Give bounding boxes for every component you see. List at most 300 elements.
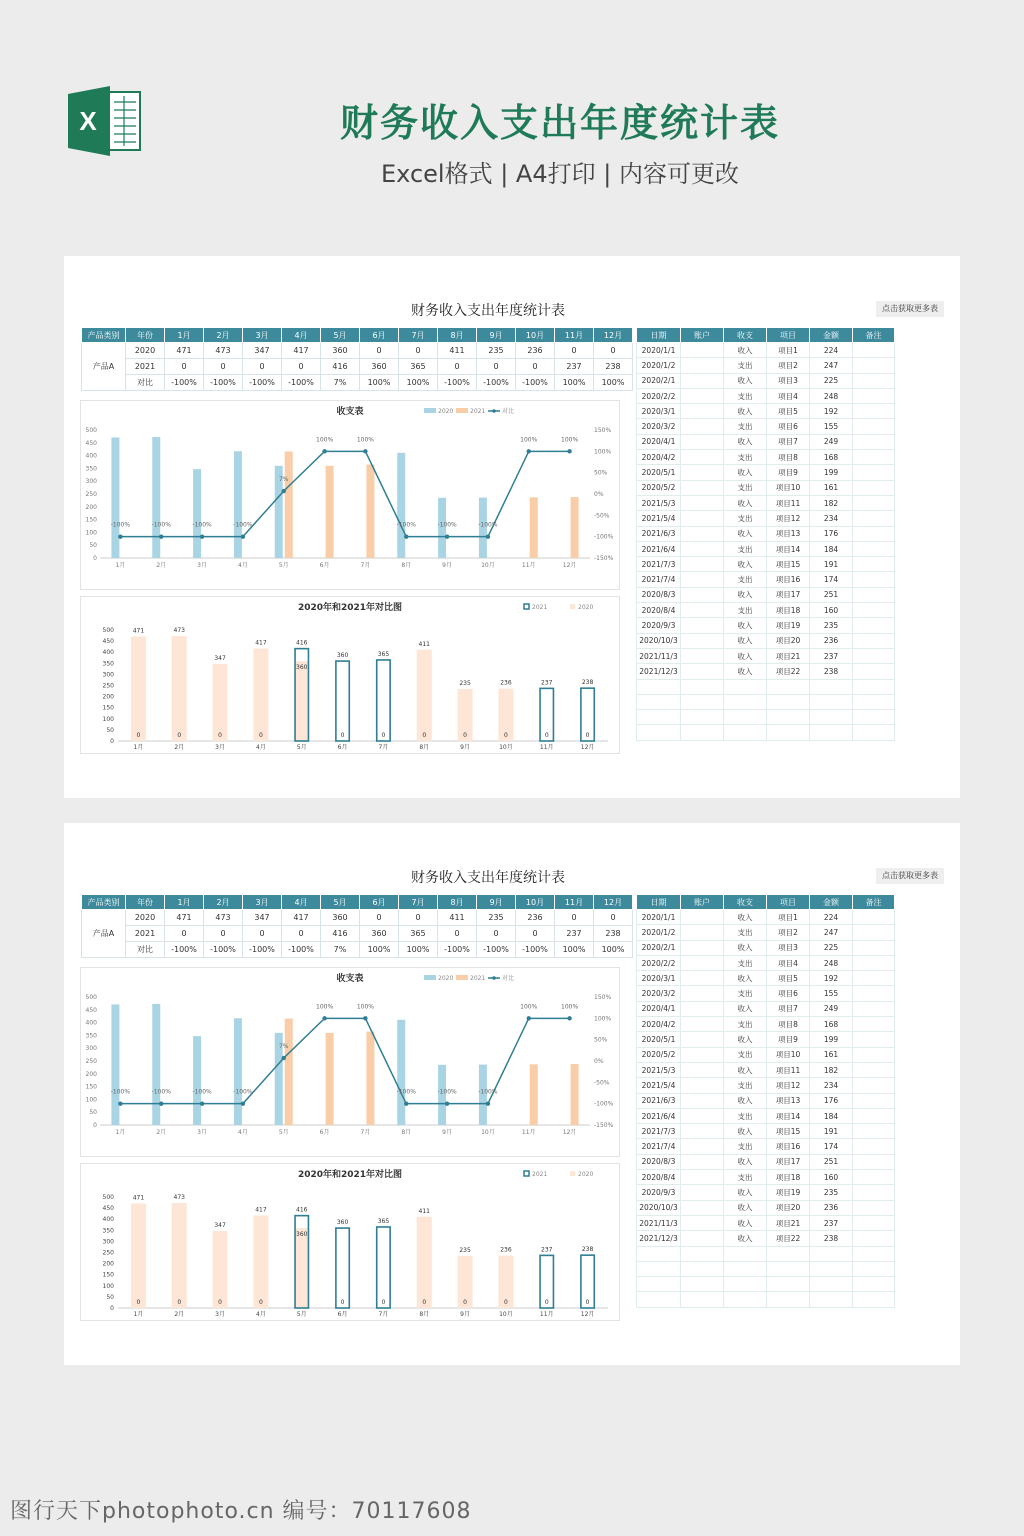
log-cell: 收入 xyxy=(724,1001,767,1016)
log-cell xyxy=(681,664,724,679)
data-label: 100% xyxy=(356,1003,374,1011)
log-cell: 项目20 xyxy=(767,633,810,648)
log-cell xyxy=(681,1062,724,1077)
log-cell: 项目4 xyxy=(767,955,810,970)
log-cell xyxy=(853,1093,895,1108)
table-row xyxy=(637,679,895,694)
log-cell: 项目20 xyxy=(767,1200,810,1215)
y-tick-label: 400 xyxy=(85,452,97,460)
sheet-preview xyxy=(64,256,960,798)
data-label: 473 xyxy=(173,1193,185,1201)
hero-subtitle: Excel格式 | A4打印 | 内容可更改 xyxy=(381,160,739,188)
stats-cell: 238 xyxy=(594,926,633,942)
y-tick-label: 250 xyxy=(102,1249,114,1257)
table-row xyxy=(637,648,895,663)
data-label: 235 xyxy=(459,1246,471,1254)
data-label: 0 xyxy=(585,1299,590,1306)
y-tick-label: 450 xyxy=(85,1006,97,1014)
x-tick-label: 1月 xyxy=(115,1129,126,1136)
data-label: 0 xyxy=(340,1299,345,1306)
data-label: 417 xyxy=(255,1206,267,1214)
data-label: 0 xyxy=(422,732,427,739)
log-cell: 2021/12/3 xyxy=(637,1231,681,1246)
log-cell: 支出 xyxy=(724,480,767,495)
log-cell: 项目18 xyxy=(767,603,810,618)
y2-tick-label: 50% xyxy=(594,469,608,477)
log-cell xyxy=(853,679,895,694)
comparison-point xyxy=(527,1016,531,1020)
year-comparison-chart xyxy=(80,1163,620,1321)
data-label: 238 xyxy=(581,1246,594,1254)
log-cell: 2020/5/2 xyxy=(637,480,681,495)
bar-2021 xyxy=(366,1032,374,1125)
log-header-cell: 项目 xyxy=(767,328,810,343)
log-cell xyxy=(853,358,895,373)
log-cell: 234 xyxy=(810,1078,853,1093)
stats-cell: -100% xyxy=(477,375,516,391)
stats-cell: 365 xyxy=(399,359,438,375)
log-cell xyxy=(810,694,853,709)
stats-header-cell: 产品类别 xyxy=(82,328,126,343)
log-cell: 项目3 xyxy=(767,940,810,955)
stats-cell: 0 xyxy=(594,910,633,926)
log-cell xyxy=(853,495,895,510)
log-cell xyxy=(810,1246,853,1261)
comparison-point xyxy=(404,1101,408,1105)
data-label: 416 xyxy=(296,1206,308,1214)
y-tick-label: 400 xyxy=(85,1019,97,1027)
x-tick-label: 6月 xyxy=(337,744,348,751)
x-tick-label: 3月 xyxy=(197,562,207,569)
stats-cell: 237 xyxy=(555,359,594,375)
data-label: 100% xyxy=(316,436,334,444)
log-cell xyxy=(637,1261,681,1276)
stats-cell: 417 xyxy=(282,910,321,926)
table-row xyxy=(82,910,633,926)
data-label: -100% xyxy=(396,521,416,529)
chart-title: 2020年和2021年对比图 xyxy=(297,603,403,613)
log-cell: 235 xyxy=(810,1185,853,1200)
x-tick-label: 8月 xyxy=(401,1129,412,1136)
log-cell: 项目12 xyxy=(767,511,810,526)
table-row xyxy=(637,572,895,587)
x-tick-label: 8月 xyxy=(419,1311,430,1318)
log-cell xyxy=(810,1277,853,1292)
y-tick-label: 350 xyxy=(85,465,97,473)
log-cell xyxy=(681,1124,724,1139)
log-cell xyxy=(681,1001,724,1016)
log-cell xyxy=(853,1185,895,1200)
log-cell xyxy=(637,1277,681,1292)
data-label: 0 xyxy=(463,732,467,739)
data-label: -100% xyxy=(192,1088,212,1096)
bar-2020 xyxy=(253,648,268,741)
data-label: 236 xyxy=(500,1246,512,1254)
stats-cell: 0 xyxy=(555,343,594,359)
data-label: 473 xyxy=(173,626,185,634)
stats-cell: 0 xyxy=(165,359,204,375)
log-cell: 支出 xyxy=(724,1170,767,1185)
log-cell: 2020/9/3 xyxy=(637,618,681,633)
data-label: 416 xyxy=(296,639,308,647)
y-tick-label: 200 xyxy=(85,1070,97,1078)
log-cell: 项目10 xyxy=(767,480,810,495)
table-row xyxy=(82,926,633,942)
log-cell: 项目9 xyxy=(767,1032,810,1047)
log-cell: 收入 xyxy=(724,434,767,449)
data-label: 236 xyxy=(500,679,512,687)
x-tick-label: 5月 xyxy=(296,1311,307,1318)
log-cell: 项目9 xyxy=(767,465,810,480)
table-row xyxy=(637,450,895,465)
data-label: 100% xyxy=(520,1003,538,1011)
log-cell: 248 xyxy=(810,388,853,403)
stats-header-cell: 8月 xyxy=(438,895,477,910)
y-tick-label: 150 xyxy=(102,704,114,712)
sheet-title: 财务收入支出年度统计表 xyxy=(411,303,565,319)
stats-cell: 100% xyxy=(594,375,633,391)
stats-cell: 347 xyxy=(243,910,282,926)
y-tick-label: 250 xyxy=(102,682,114,690)
log-cell: 199 xyxy=(810,1032,853,1047)
log-cell xyxy=(853,480,895,495)
table-row xyxy=(637,1062,895,1077)
legend-label: 2021 xyxy=(532,1171,548,1178)
log-cell: 项目1 xyxy=(767,343,810,358)
data-label: 100% xyxy=(356,436,374,444)
y-tick-label: 200 xyxy=(102,1260,114,1268)
log-cell xyxy=(853,648,895,663)
table-row xyxy=(637,1124,895,1139)
log-cell: 2020/8/4 xyxy=(637,603,681,618)
y2-tick-label: 100% xyxy=(594,448,612,456)
x-tick-label: 8月 xyxy=(419,744,430,751)
svg-text:X: X xyxy=(79,106,97,136)
bar-2020 xyxy=(213,664,228,741)
comparison-point xyxy=(241,1101,245,1105)
log-cell: 项目5 xyxy=(767,404,810,419)
stats-cell: 360 xyxy=(360,359,399,375)
log-cell: 251 xyxy=(810,1154,853,1169)
comparison-point xyxy=(404,534,408,538)
stats-cell: 238 xyxy=(594,359,633,375)
stats-header-cell: 2月 xyxy=(204,895,243,910)
x-tick-label: 4月 xyxy=(256,744,266,751)
stats-cell: 417 xyxy=(282,343,321,359)
log-cell xyxy=(681,648,724,663)
log-cell: 收入 xyxy=(724,971,767,986)
log-cell xyxy=(681,618,724,633)
y-tick-label: 250 xyxy=(85,491,97,498)
stats-cell: 100% xyxy=(399,942,438,958)
log-cell xyxy=(637,679,681,694)
x-tick-label: 9月 xyxy=(460,744,470,751)
legend-swatch xyxy=(570,604,575,609)
log-cell: 收入 xyxy=(724,587,767,602)
log-cell xyxy=(853,633,895,648)
log-cell: 192 xyxy=(810,404,853,419)
log-cell: 249 xyxy=(810,434,853,449)
log-cell xyxy=(681,710,724,725)
comparison-point xyxy=(159,1101,163,1105)
log-cell: 2021/12/3 xyxy=(637,664,681,679)
log-cell: 174 xyxy=(810,1139,853,1154)
y-tick-label: 100 xyxy=(85,529,97,537)
legend-swatch xyxy=(492,976,496,980)
log-cell xyxy=(853,1200,895,1215)
x-tick-label: 10月 xyxy=(481,562,495,569)
comparison-point xyxy=(118,1101,122,1105)
legend-swatch xyxy=(570,1171,575,1176)
y2-tick-label: 50% xyxy=(594,1036,608,1044)
stats-cell: 对比 xyxy=(126,375,165,391)
stats-cell: 0 xyxy=(477,926,516,942)
log-cell: 项目21 xyxy=(767,1215,810,1230)
log-cell xyxy=(853,1001,895,1016)
stats-cell: -100% xyxy=(204,375,243,391)
x-tick-label: 6月 xyxy=(337,1311,348,1318)
log-cell xyxy=(681,388,724,403)
log-cell xyxy=(637,694,681,709)
log-cell xyxy=(681,1154,724,1169)
comparison-point xyxy=(159,534,163,538)
data-label: 0 xyxy=(340,732,345,739)
y-tick-label: 150 xyxy=(85,1083,97,1091)
log-cell: 184 xyxy=(810,1108,853,1123)
stats-cell: 2020 xyxy=(126,910,165,926)
legend-label: 2020 xyxy=(438,975,454,982)
log-cell: 247 xyxy=(810,925,853,940)
log-cell: 支出 xyxy=(724,1047,767,1062)
data-label: 411 xyxy=(418,640,430,648)
log-cell xyxy=(681,1017,724,1032)
bar-2021 xyxy=(530,497,538,558)
log-cell xyxy=(853,450,895,465)
log-cell: 160 xyxy=(810,603,853,618)
log-cell xyxy=(767,1277,810,1292)
table-row xyxy=(637,541,895,556)
data-label: 0 xyxy=(136,732,141,739)
product-category-cell: 产品A xyxy=(82,910,126,958)
log-cell: 174 xyxy=(810,572,853,587)
more-templates-button[interactable]: 点击获取更多表 xyxy=(876,301,944,317)
log-cell: 收入 xyxy=(724,526,767,541)
log-cell: 2020/4/2 xyxy=(637,1017,681,1032)
log-cell xyxy=(853,1170,895,1185)
log-cell: 收入 xyxy=(724,1154,767,1169)
log-header-cell: 日期 xyxy=(637,895,681,910)
stats-header-cell: 7月 xyxy=(399,328,438,343)
stats-cell: 0 xyxy=(399,343,438,359)
data-label: 0 xyxy=(177,732,182,739)
data-label: 0 xyxy=(381,732,386,739)
data-label: -100% xyxy=(192,521,212,529)
log-cell: 160 xyxy=(810,1170,853,1185)
y-tick-label: 450 xyxy=(102,638,114,646)
log-cell xyxy=(810,1261,853,1276)
bar-2020 xyxy=(193,1036,201,1125)
log-cell xyxy=(724,1246,767,1261)
y2-tick-label: -50% xyxy=(594,1079,610,1087)
stats-cell: 100% xyxy=(555,942,594,958)
more-templates-button[interactable]: 点击获取更多表 xyxy=(876,868,944,884)
table-row xyxy=(637,1277,895,1292)
log-cell xyxy=(681,343,724,358)
data-label: 237 xyxy=(541,679,553,687)
log-header-cell: 账户 xyxy=(681,895,724,910)
x-tick-label: 3月 xyxy=(197,1129,207,1136)
legend-label: 对比 xyxy=(502,408,515,415)
table-row xyxy=(82,942,633,958)
table-row xyxy=(637,986,895,1001)
y-tick-label: 100 xyxy=(102,715,114,723)
bar-2020 xyxy=(397,453,405,558)
log-cell: 2020/5/2 xyxy=(637,1047,681,1062)
log-cell xyxy=(853,910,895,925)
log-cell xyxy=(724,694,767,709)
data-label: 235 xyxy=(459,679,471,687)
monthly-stats-table xyxy=(81,327,633,391)
log-cell: 168 xyxy=(810,1017,853,1032)
log-cell: 182 xyxy=(810,1062,853,1077)
data-label: 471 xyxy=(132,1194,145,1202)
log-cell xyxy=(767,725,810,740)
comparison-point xyxy=(567,449,571,453)
log-cell xyxy=(681,603,724,618)
table-row xyxy=(637,1246,895,1261)
data-label: 347 xyxy=(214,1221,226,1229)
log-cell xyxy=(724,710,767,725)
bar-2021 xyxy=(571,497,579,558)
table-row xyxy=(637,1093,895,1108)
table-row xyxy=(637,725,895,740)
x-tick-label: 2月 xyxy=(156,1129,167,1136)
table-row xyxy=(637,495,895,510)
log-cell: 项目3 xyxy=(767,373,810,388)
stats-cell: -100% xyxy=(165,375,204,391)
log-cell: 项目17 xyxy=(767,1154,810,1169)
log-cell: 248 xyxy=(810,955,853,970)
bar-2020 xyxy=(213,1231,228,1308)
stats-cell: 2020 xyxy=(126,343,165,359)
data-label: 417 xyxy=(255,639,267,647)
table-row xyxy=(637,940,895,955)
table-row xyxy=(637,1200,895,1215)
log-cell: 2021/5/4 xyxy=(637,511,681,526)
y-tick-label: 500 xyxy=(85,994,97,1001)
log-cell: 191 xyxy=(810,1124,853,1139)
log-cell xyxy=(853,1277,895,1292)
data-label: -100% xyxy=(233,521,253,529)
stats-header-cell: 2月 xyxy=(204,328,243,343)
y2-tick-label: -150% xyxy=(594,1122,614,1129)
log-cell xyxy=(681,1231,724,1246)
table-row xyxy=(637,343,895,358)
log-cell xyxy=(681,1277,724,1292)
y2-tick-label: 100% xyxy=(594,1015,612,1023)
stats-cell: 237 xyxy=(555,926,594,942)
log-cell xyxy=(724,1277,767,1292)
log-cell xyxy=(853,343,895,358)
data-label: 347 xyxy=(214,654,226,662)
log-cell xyxy=(853,1231,895,1246)
log-cell: 项目1 xyxy=(767,910,810,925)
log-cell: 支出 xyxy=(724,1078,767,1093)
bar-2020 xyxy=(152,1004,160,1125)
y-tick-label: 0 xyxy=(110,738,114,745)
comparison-point xyxy=(567,1016,571,1020)
data-label: 7% xyxy=(278,1043,289,1051)
data-label: 365 xyxy=(377,1217,390,1225)
excel-logo-icon xyxy=(68,86,142,156)
log-cell: 2021/5/4 xyxy=(637,1078,681,1093)
log-cell: 项目21 xyxy=(767,648,810,663)
stats-cell: 473 xyxy=(204,343,243,359)
stats-cell: 100% xyxy=(594,942,633,958)
y-tick-label: 50 xyxy=(106,726,114,734)
log-cell: 项目15 xyxy=(767,1124,810,1139)
stats-cell: 347 xyxy=(243,343,282,359)
y-tick-label: 400 xyxy=(102,649,114,657)
log-cell xyxy=(853,419,895,434)
log-cell: 项目16 xyxy=(767,572,810,587)
data-label: 360 xyxy=(296,1231,308,1239)
data-label: -100% xyxy=(151,521,171,529)
data-label: 7% xyxy=(278,476,289,484)
log-cell: 225 xyxy=(810,373,853,388)
log-cell: 225 xyxy=(810,940,853,955)
y-tick-label: 150 xyxy=(102,1271,114,1279)
data-label: 471 xyxy=(132,627,145,635)
stats-cell: 0 xyxy=(243,926,282,942)
stats-header-cell: 5月 xyxy=(321,895,360,910)
stats-cell: 7% xyxy=(321,942,360,958)
log-cell xyxy=(681,725,724,740)
comparison-point xyxy=(486,1101,490,1105)
log-cell xyxy=(637,1246,681,1261)
log-cell: 支出 xyxy=(724,511,767,526)
log-cell: 155 xyxy=(810,986,853,1001)
log-cell xyxy=(681,419,724,434)
y-tick-label: 500 xyxy=(85,427,97,434)
log-cell xyxy=(853,1017,895,1032)
log-cell xyxy=(767,1246,810,1261)
stats-cell: -100% xyxy=(516,942,555,958)
log-cell: 2020/5/1 xyxy=(637,465,681,480)
log-cell: 249 xyxy=(810,1001,853,1016)
data-label: 0 xyxy=(463,1299,467,1306)
log-cell xyxy=(681,373,724,388)
transaction-log-table xyxy=(636,894,895,1308)
log-cell xyxy=(681,587,724,602)
log-cell: 项目5 xyxy=(767,971,810,986)
data-label: -100% xyxy=(478,1088,498,1096)
log-cell xyxy=(853,587,895,602)
log-cell xyxy=(853,925,895,940)
log-cell: 2020/2/1 xyxy=(637,940,681,955)
table-row xyxy=(82,359,633,375)
log-header-cell: 项目 xyxy=(767,895,810,910)
x-tick-label: 10月 xyxy=(499,1311,513,1318)
year-comparison-chart xyxy=(80,596,620,754)
log-cell xyxy=(681,1078,724,1093)
log-cell: 支出 xyxy=(724,541,767,556)
y-tick-label: 250 xyxy=(85,1058,97,1065)
bar-2020 xyxy=(193,469,201,558)
bar-2020 xyxy=(131,636,146,741)
bar-2021 xyxy=(285,1019,293,1125)
stats-cell: -100% xyxy=(516,375,555,391)
